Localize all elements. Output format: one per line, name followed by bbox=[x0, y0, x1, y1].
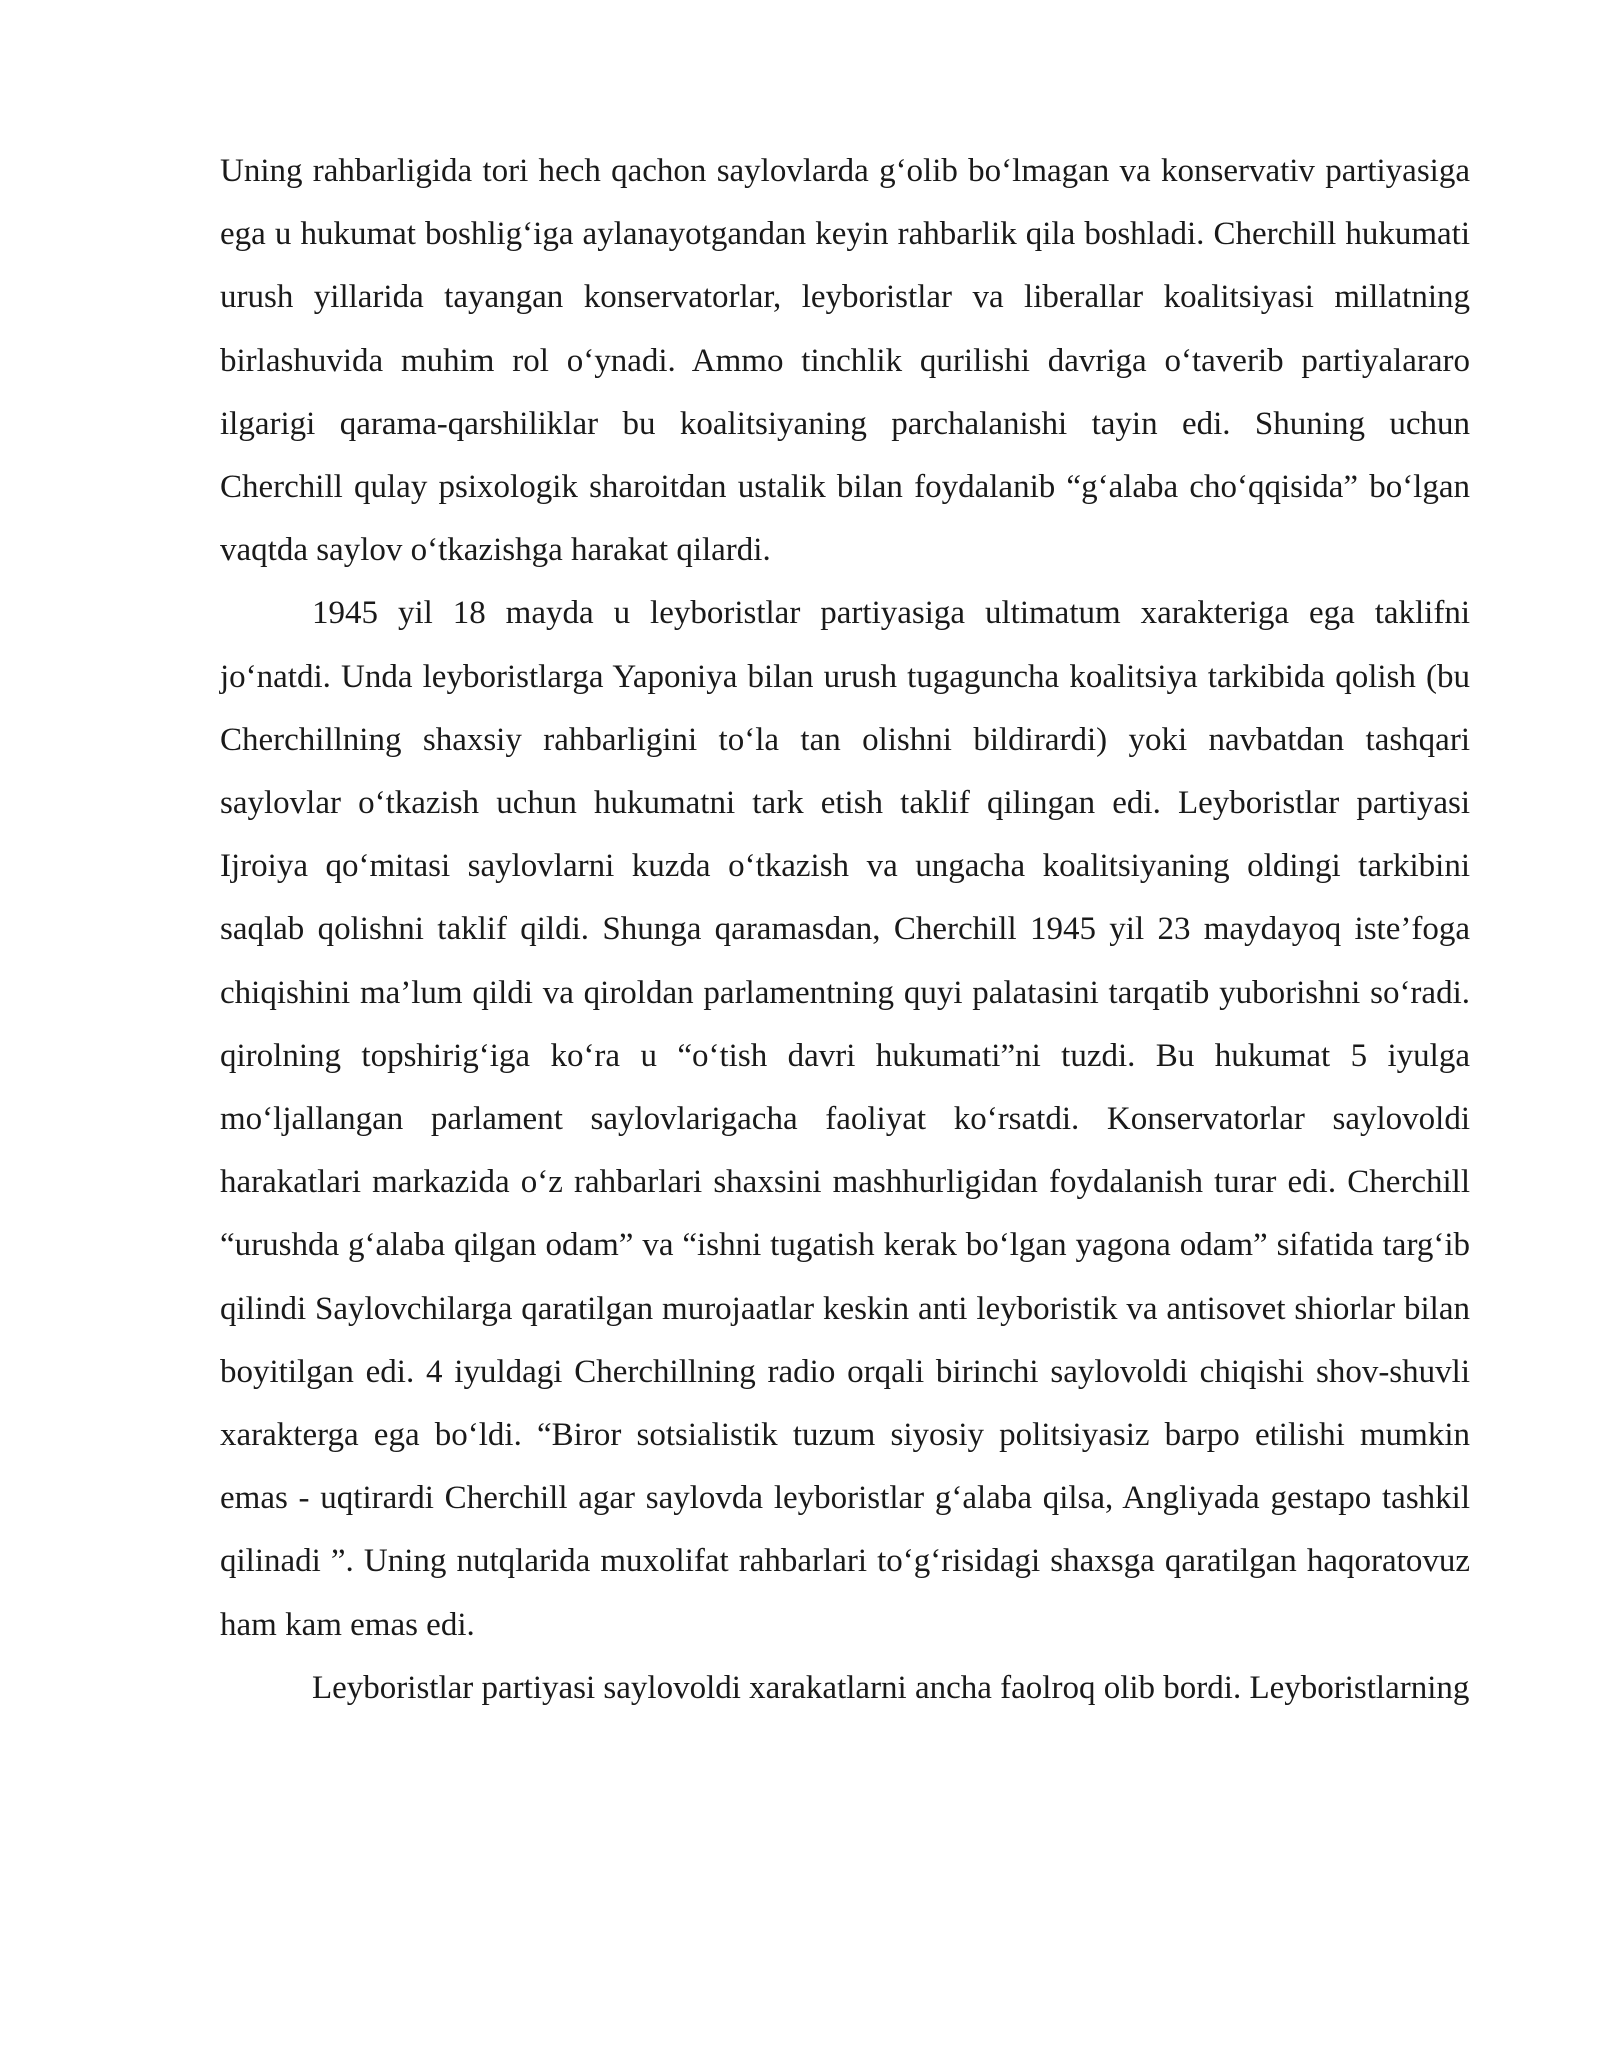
document-page bbox=[220, 140, 1470, 1720]
paragraph-2: 1945 yil 18 mayda u leyboristlar partiyasiga ultimatum xarakteriga ega taklifni jo‘natdi. Unda leyboristlarga Yaponiya bilan urush tugaguncha koalitsiya tarkibida qolish (bu Cherchillning shaxsiy rahbarligini to‘la tan olishni bildirardi) yoki navbatdan tashqari saylovlar o‘tkazish uchun hukumatni tark etish taklif qilingan edi. Leyboristlar partiyasi Ijroiya qo‘mitasi saylovlarni kuzda o‘tkazish va ungacha koalitsiyaning oldingi tarkibini saqlab qolishni taklif qildi. Shunga qaramasdan, Cherchill 1945 yil 23 maydayoq iste’foga chiqishini ma’lum qildi va qiroldan parlamentning quyi palatasini tarqatib yuborishni so‘radi. qirolning topshirig‘iga ko‘ra u “o‘tish davri hukumati”ni tuzdi. Bu hukumat 5 iyulga mo‘ljallangan parlament saylovlarigacha faoliyat ko‘rsatdi. Konservatorlar saylovoldi harakatlari markazida o‘z rahbarlari shaxsini mashhurligidan foydalanish turar edi. Cherchill “urushda g‘alaba qilgan odam” va “ishni tugatish kerak bo‘lgan yagona odam” sifatida targ‘ib qilindi Saylovchilarga qaratilgan murojaatlar keskin anti leyboristik va antisovet shiorlar bilan boyitilgan edi. 4 iyuldagi Cherchillning radio orqali birinchi saylovoldi chiqishi shov-shuvli xarakterga ega bo‘ldi. “Biror sotsialistik tuzum siyosiy politsiyasiz barpo etilishi mumkin emas - uqtirardi Cherchill agar saylovda leyboristlar g‘alaba qilsa, Angliyada gestapo tashkil qilinadi ”. Uning nutqlarida muxolifat rahbarlari to‘g‘risidagi shaxsga qaratilgan haqoratovuz ham kam emas edi. bbox=[220, 595, 1470, 1643]
paragraph-3: Leyboristlar partiyasi saylovoldi xarakatlarni ancha faolroq olib bordi. Leyboristlarning bbox=[312, 1669, 1470, 1706]
paragraph-1: Uning rahbarligida tori hech qachon saylovlarda g‘olib bo‘lmagan va konservativ partiyasiga ega u hukumat boshlig‘iga aylanayotgandan keyin rahbarlik qila boshladi. Cherchill hukumati urush yillarida tayangan konservatorlar, leyboristlar va liberallar koalitsiyasi millatning birlashuvida muhim rol o‘ynadi. Ammo tinchlik qurilishi davriga o‘taverib partiyalararo ilgarigi qarama-qarshiliklar bu koalitsiyaning parchalanishi tayin edi. Shuning uchun Cherchill qulay psixologik sharoitdan ustalik bilan foydalanib “g‘alaba cho‘qqisida” bo‘lgan vaqtda saylov o‘tkazishga harakat qilardi. bbox=[220, 153, 1470, 569]
